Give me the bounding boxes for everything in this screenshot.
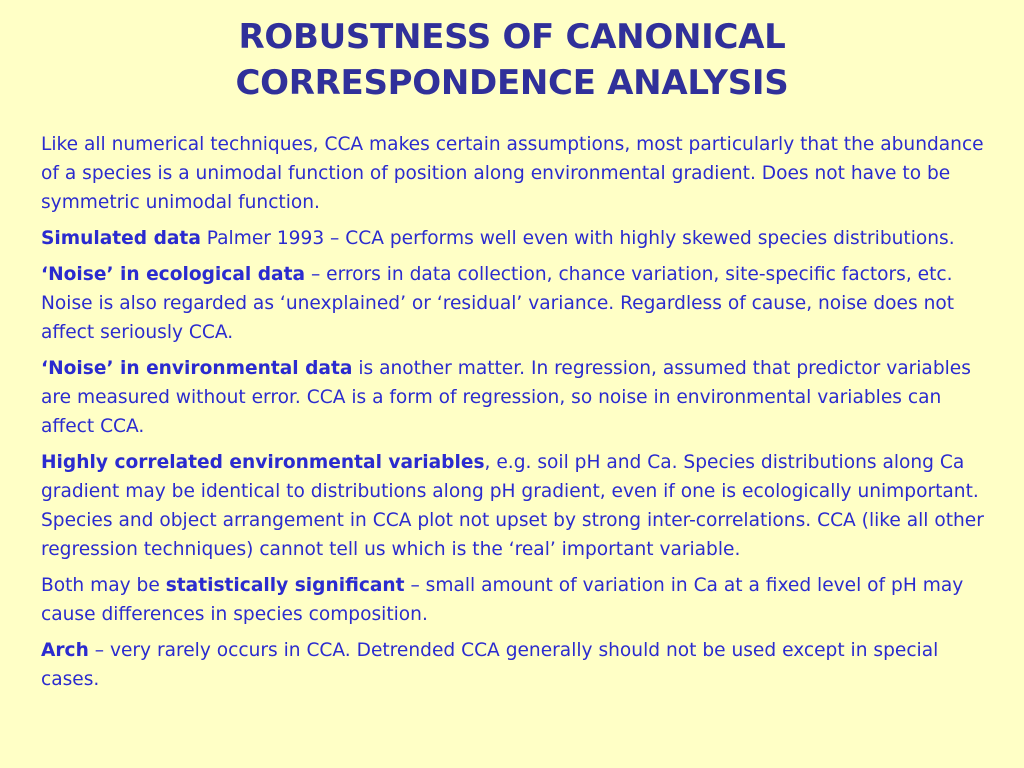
paragraph-noise-environmental xyxy=(41,354,989,441)
title-line-1: ROBUSTNESS OF CANONICAL xyxy=(238,17,786,57)
paragraph-text: is another matter. In regression, assumed that predictor variables are measured without error. CCA is a form of regression, so noise in environmental variables can affect CCA. xyxy=(41,358,971,437)
paragraph-correlated-variables xyxy=(41,448,989,564)
term-simulated-data: Simulated data xyxy=(41,228,201,249)
term-statistically-significant: statistically significant xyxy=(165,575,405,596)
paragraph-text: Like all numerical techniques, CCA makes certain assumptions, most particularly that the abundance of a species is a unimodal function of position along environmental gradient. Does not have to be symmetric unimodal function. xyxy=(41,134,984,213)
term-noise-ecological: ‘Noise’ in ecological data xyxy=(41,264,306,285)
paragraph-simulated-data xyxy=(41,224,989,253)
term-arch: Arch xyxy=(41,640,89,661)
paragraph-text: Palmer 1993 – CCA performs well even with highly skewed species distributions. xyxy=(200,228,955,249)
title-line-2: CORRESPONDENCE ANALYSIS xyxy=(235,63,789,103)
paragraph-text: – very rarely occurs in CCA. Detrended CCA generally should not be used except in special cases. xyxy=(41,640,939,690)
slide-body xyxy=(41,130,989,701)
paragraph-arch xyxy=(41,636,989,694)
paragraph-prefix: Both may be xyxy=(41,575,166,596)
paragraph-text: – errors in data collection, chance variation, site-specific factors, etc. Noise is also regarded as ‘unexplained’ or ‘residual’ variance. Regardless of cause, noise does not affect seriously CCA. xyxy=(41,264,955,343)
term-noise-environmental: ‘Noise’ in environmental data xyxy=(41,358,353,379)
paragraph-noise-ecological xyxy=(41,260,989,347)
paragraph-statistically-significant xyxy=(41,571,989,629)
term-correlated-variables: Highly correlated environmental variables xyxy=(41,452,485,473)
paragraph-assumptions xyxy=(41,130,989,217)
paragraph-text: , e.g. soil pH and Ca. Species distributions along Ca gradient may be identical to distributions along pH gradient, even if one is ecologically unimportant. Species and object arrangement in CCA plot not upset by strong inter-correlations. CCA (like all other regression techniques) cannot tell us which is the ‘real’ important variable. xyxy=(41,452,984,560)
paragraph-text: – small amount of variation in Ca at a fixed level of pH may cause differences in species composition. xyxy=(41,575,964,625)
slide-title xyxy=(40,14,984,106)
